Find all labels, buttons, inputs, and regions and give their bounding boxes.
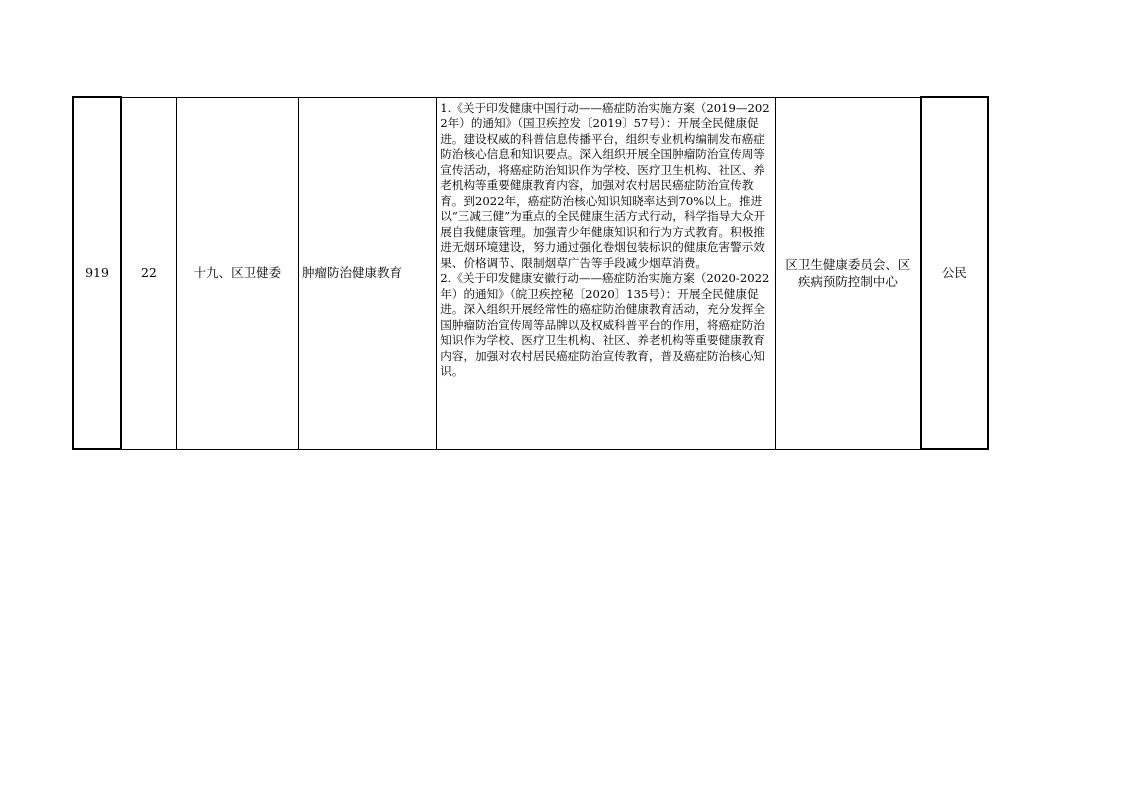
target-audience-cell: 公民 [921,97,988,449]
basis-cell [437,97,776,449]
item-number-cell: 22 [121,97,176,449]
service-item-table [72,96,989,450]
basis-paragraph-1: 1.《关于印发健康中国行动——癌症防治实施方案（2019—2022年）的通知》（国卫疾控发〔2019〕57号）：开展全民健康促进。建设权威的科普信息传播平台，组织专业机构编制发布癌症防治核心信息和知识要点。深入组织开展全国肿瘤防治宣传周等宣传活动，将癌症防治知识作为学校、医疗卫生机构、社区、养老机构等重要健康教育内容，加强对农村居民癌症防治宣传教育。到2022年，癌症防治核心知识知晓率达到70%以上。推进以“三减三健”为重点的全民健康生活方式行动，科学指导大众开展自我健康管理。加强青少年健康知识和行为方式教育。积极推进无烟环境建设，努力通过强化卷烟包装标识的健康危害警示效果、价格调节、限制烟草广告等手段减少烟草消费。 [440,100,770,270]
department-cell: 十九、区卫健委 [176,97,298,449]
responsible-unit-cell: 区卫生健康委员会、区疾病预防控制中心 [776,97,921,449]
table-row [73,97,988,449]
item-name-cell: 肿瘤防治健康教育 [298,97,436,449]
basis-paragraph-2: 2.《关于印发健康安徽行动——癌症防治实施方案（2020-2022年）的通知》（皖卫疾控秘〔2020〕135号）：开展全民健康促进。深入组织开展经常性的癌症防治健康教育活动，充分发挥全国肿瘤防治宣传周等品牌以及权威科普平台的作用，将癌症防治知识作为学校、医疗卫生机构、社区、养老机构等重要健康教育内容，加强对农村居民癌症防治宣传教育，普及癌症防治核心知识。 [440,271,770,378]
serial-number-cell: 919 [73,97,121,449]
